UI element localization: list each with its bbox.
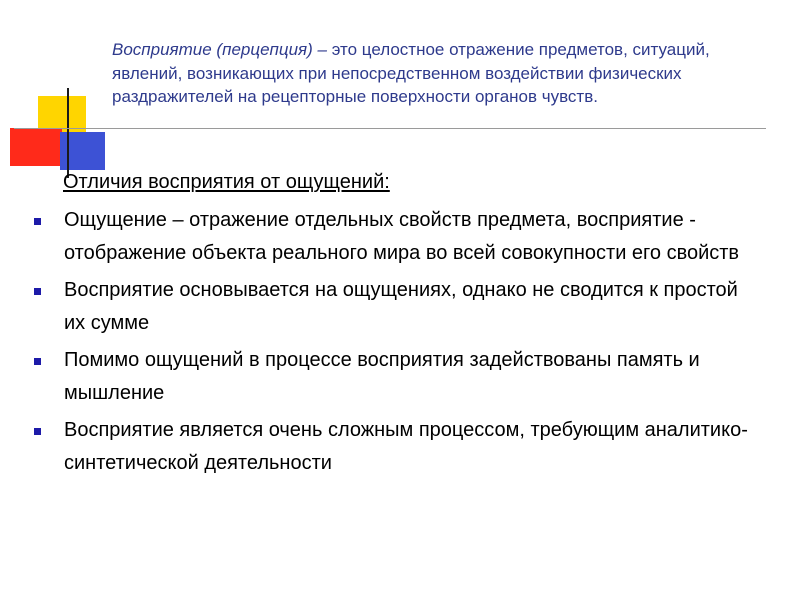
decor-red-square	[10, 128, 62, 166]
bullet-square-icon	[34, 358, 41, 365]
list-item	[34, 414, 764, 480]
list-item	[34, 274, 764, 340]
bullet-square-icon	[34, 428, 41, 435]
list-item-text: Помимо ощущений в процессе восприятия задействованы память и мышление	[64, 349, 700, 404]
bullet-square-icon	[34, 288, 41, 295]
bullet-square-icon	[34, 218, 41, 225]
list-item-text: Ощущение – отражение отдельных свойств предмета, восприятие - отображение объекта реального мира во всей совокупности его свойств	[64, 209, 740, 264]
decor-vertical-line	[67, 88, 69, 178]
decor-horizontal-line	[14, 128, 766, 129]
definition-block	[112, 38, 772, 109]
bullet-list	[34, 200, 764, 480]
definition-text: это целостное отражение предметов, ситуаций, явлений, возникающих при непосредственном воздействии физических раздражителей на рецепторные поверхности органов чувств.	[112, 40, 710, 106]
list-item-text: Восприятие основывается на ощущениях, однако не сводится к простой их сумме	[64, 279, 738, 334]
section-subheading: Отличия восприятия от ощущений:	[63, 171, 390, 193]
list-item	[34, 204, 764, 270]
list-item	[34, 344, 764, 410]
definition-term: Восприятие (перцепция) –	[112, 40, 327, 59]
list-item-text: Восприятие является очень сложным процессом, требующим аналитико-синтетической деятельности	[64, 419, 748, 474]
